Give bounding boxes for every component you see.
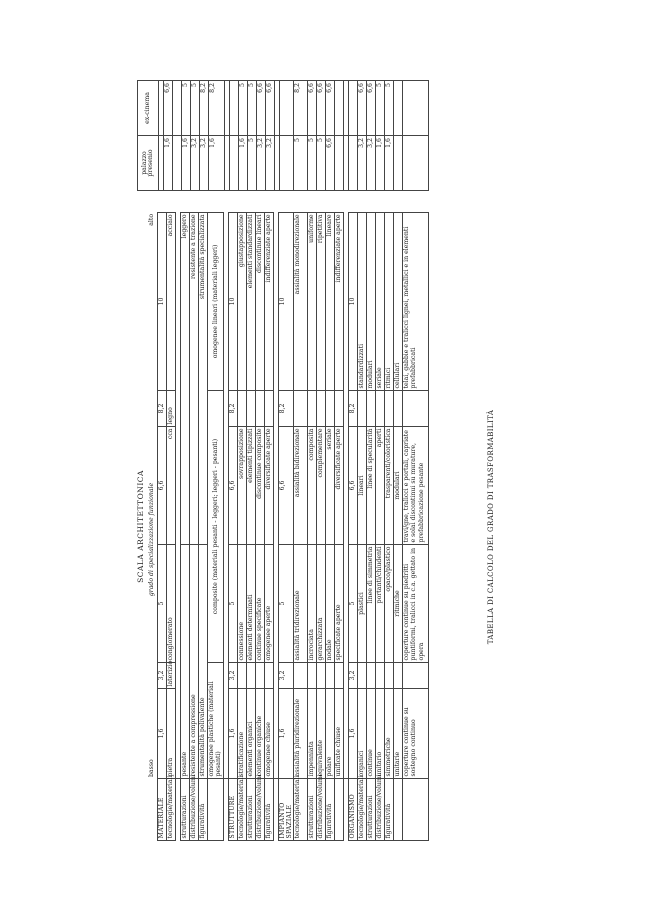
table-row: tecnologie/materiali stratificazione connessione sovrapposizione giustapposizione	[238, 214, 245, 839]
table-row: distribuzione/volumi equivalente gerarchizzata complementare ripetitiva	[317, 214, 325, 839]
table-row: strutturazioni continue linee di simmetria linee di specularità modulari	[367, 212, 376, 840]
score-row: 5 6,6	[308, 81, 317, 191]
section-impianto: IMPIANTO SPAZIALE	[279, 779, 294, 841]
score-row: 1,6 5	[385, 81, 394, 191]
table-row: tecnologie/materiali assialità pluridirezionale assialità tridirezionale assialità bidirezionale assialità monodirezionale	[294, 212, 308, 840]
table-row: distribuzione/volumi unitario portanti/chiudenti aperti seriale	[376, 212, 385, 840]
col-ex-cinema: ex-cinema	[138, 81, 159, 136]
score-row: 5 5	[248, 81, 257, 191]
table-row: strutturazioni impenniata incrociata composita uniforme	[308, 214, 316, 839]
table-caption: TABELLA DI CALCOLO DEL GRADO DI TRASFORMABILITÀ	[487, 409, 495, 645]
table-row: figuratività omogenee chiuse omogenee aperte diversificate aperte indifferenziate aperte	[265, 214, 272, 839]
table-row: figuratività polare nodale seriale lineare	[326, 214, 334, 839]
score-row: 3,2 6,6	[358, 81, 367, 191]
table-title: SCALA ARCHITETTONICA	[136, 470, 145, 583]
table-row: strutturazioni pesante leggero	[181, 214, 188, 839]
score-table	[137, 80, 429, 191]
table-row: unitarie ritmiche modulari cellulari	[394, 212, 403, 840]
score-row: 1,6 5	[182, 81, 191, 191]
score-row	[173, 81, 182, 191]
impianto-header-row: IMPIANTO SPAZIALE 1,6 3,2 5 6,6 8,2 10	[279, 212, 294, 840]
table-row: figuratività strumentalità polivalente strumentalità specializzata	[199, 214, 206, 839]
score-row: 1,6 5	[376, 81, 385, 191]
score-row: 3,2 6,6	[266, 81, 275, 191]
scale-high: alto	[148, 213, 155, 226]
score-row: 3,2 6,6	[367, 81, 376, 191]
score-row: 1,6 8,2	[209, 81, 225, 191]
scale-subtitle: grado di specializzazione funzionale	[148, 482, 155, 597]
table-row: strutturazioni elementi organici elementi determinati elementi tipizzati elementi standardizzati	[247, 214, 254, 839]
table-row: tecnologie/materiali organici plastici lineari standardizzati	[358, 212, 367, 840]
section-materiale: MATERIALE	[158, 779, 167, 841]
table-row: unificate chiuse specificate aperte diversificate aperte indifferenziate aperte	[335, 212, 344, 840]
materiale-header-row: MATERIALE 1,6 3,2 5 6,6 8,2 10	[158, 212, 167, 840]
score-row: 3,2 8,2	[200, 81, 209, 191]
rotated-document	[137, 81, 502, 841]
table-row: distribuzione/volumi continue organiche continue specificate discontinue composite discontinue lineari	[256, 214, 263, 839]
main-table	[137, 212, 429, 841]
organismo-header-row: ORGANISMO 1,6 3,2 5 6,6 8,2 10	[349, 212, 358, 840]
col-palazzo: palazzo presenio	[138, 136, 159, 191]
score-row: 3,2 5	[191, 81, 200, 191]
table-row: figuratività simmetriche opaco/plastico trasparenti/coloristica ritmici	[385, 212, 394, 840]
strutture-header-row: STRUTTURE 1,6 3,2 5 6,6 8,2 10	[229, 212, 238, 840]
table-row: coperture continue su sostegno continuo coperture continue su piedritti puntiformi, tralicci in c.a. gettato in opera travi/gne, tralicci e portali, capriate e solai discontinui su murature, prefabbricazione pesante telai, gabbie e tralicci lignei, metallici e in elementi prefabbricati	[403, 212, 429, 840]
section-organismo: ORGANISMO	[349, 779, 358, 841]
section-strutture: STRUTTURE	[229, 779, 238, 841]
table-row: omogenee plastiche (materiali pesanti) composite (materiali pesanti - leggeri; leggeri - pesanti) omogenee lineari (materiali leggeri)	[208, 212, 224, 840]
scale-low: basso	[148, 759, 155, 777]
score-row: 5 6,6	[317, 81, 326, 191]
table-row: distribuzione/volumi resistente a compressione resistente a trazione	[190, 214, 197, 839]
score-row: 1,6 6,6	[164, 81, 173, 191]
score-row: 6,6 6,6	[326, 81, 335, 191]
score-row: 5 8,2	[294, 81, 308, 191]
score-row: 1,6 5	[239, 81, 248, 191]
table-row: tecnologie/materiali pietra laterizio conglomerato cca legno acciaio	[167, 214, 174, 839]
score-row: 3,2 6,6	[257, 81, 266, 191]
